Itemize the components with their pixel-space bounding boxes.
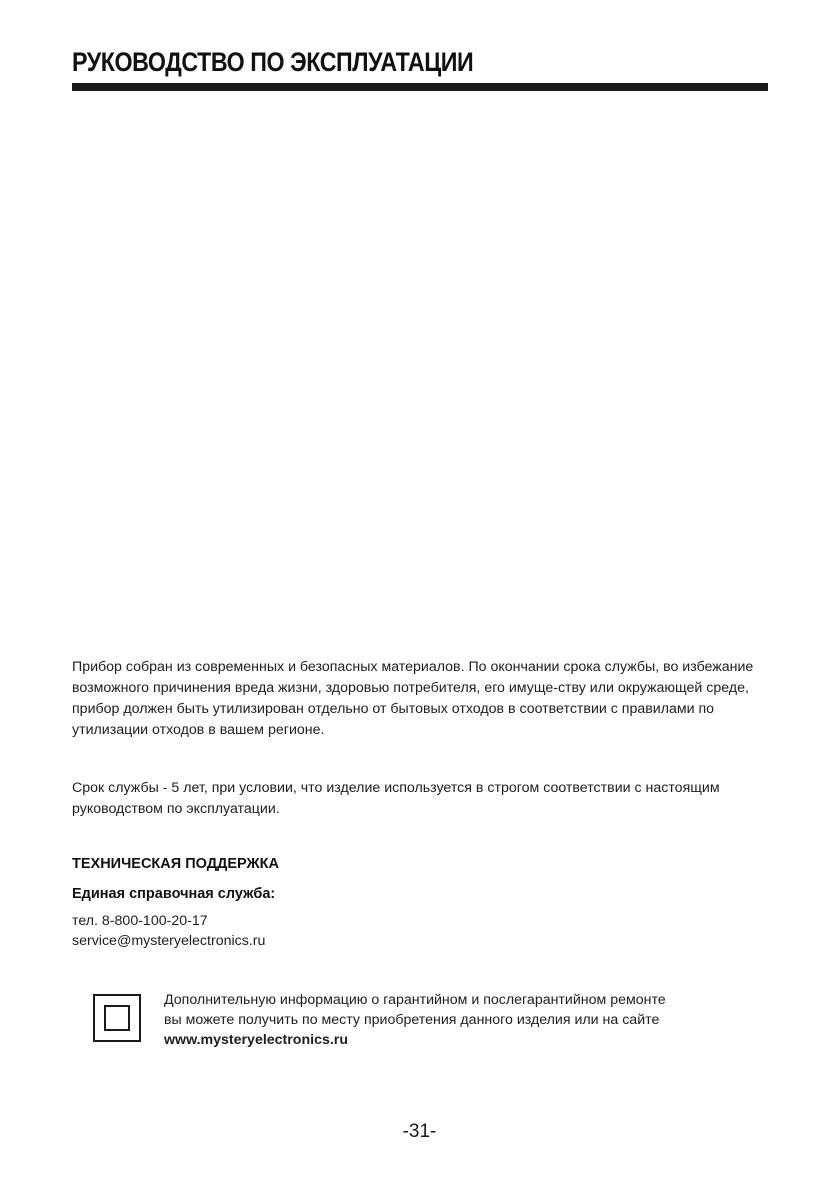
- double-insulation-inner-square: [104, 1005, 130, 1031]
- double-insulation-icon: [93, 994, 141, 1042]
- warranty-info: [164, 990, 774, 1050]
- page-number: -31-: [402, 1121, 437, 1142]
- support-email: service@mysteryelectronics.ru: [72, 933, 266, 949]
- support-subheading: Единая справочная служба:: [72, 886, 276, 902]
- support-phone: тел. 8-800-100-20-17: [72, 913, 208, 929]
- title-divider: [72, 83, 768, 91]
- warranty-line-2: вы можете получить по месту приобретения данного изделия или на сайте: [164, 1012, 660, 1028]
- support-heading: ТЕХНИЧЕСКАЯ ПОДДЕРЖКА: [72, 856, 279, 872]
- service-life-notice: Срок службы - 5 лет, при условии, что изделие используется в строгом соответствии с настоящим руководством по эксплуатации.: [72, 780, 720, 817]
- page-title: РУКОВОДСТВО ПО ЭКСПЛУАТАЦИИ: [72, 47, 474, 77]
- page-header: [72, 44, 768, 91]
- warranty-line-1: Дополнительную информацию о гарантийном и послегарантийном ремонте: [164, 992, 666, 1008]
- website-link[interactable]: www.mysteryelectronics.ru: [164, 1032, 348, 1048]
- disposal-notice: Прибор собран из современных и безопасных материалов. По окончании срока службы, во избежание возможного причинения вреда жизни, здоровью потребителя, его имуще-ству или окружающей среде, прибор должен быть утилизирован отдельно от бытовых отходов в соответствии с правилами по утилизации отходов в вашем регионе.: [72, 659, 754, 738]
